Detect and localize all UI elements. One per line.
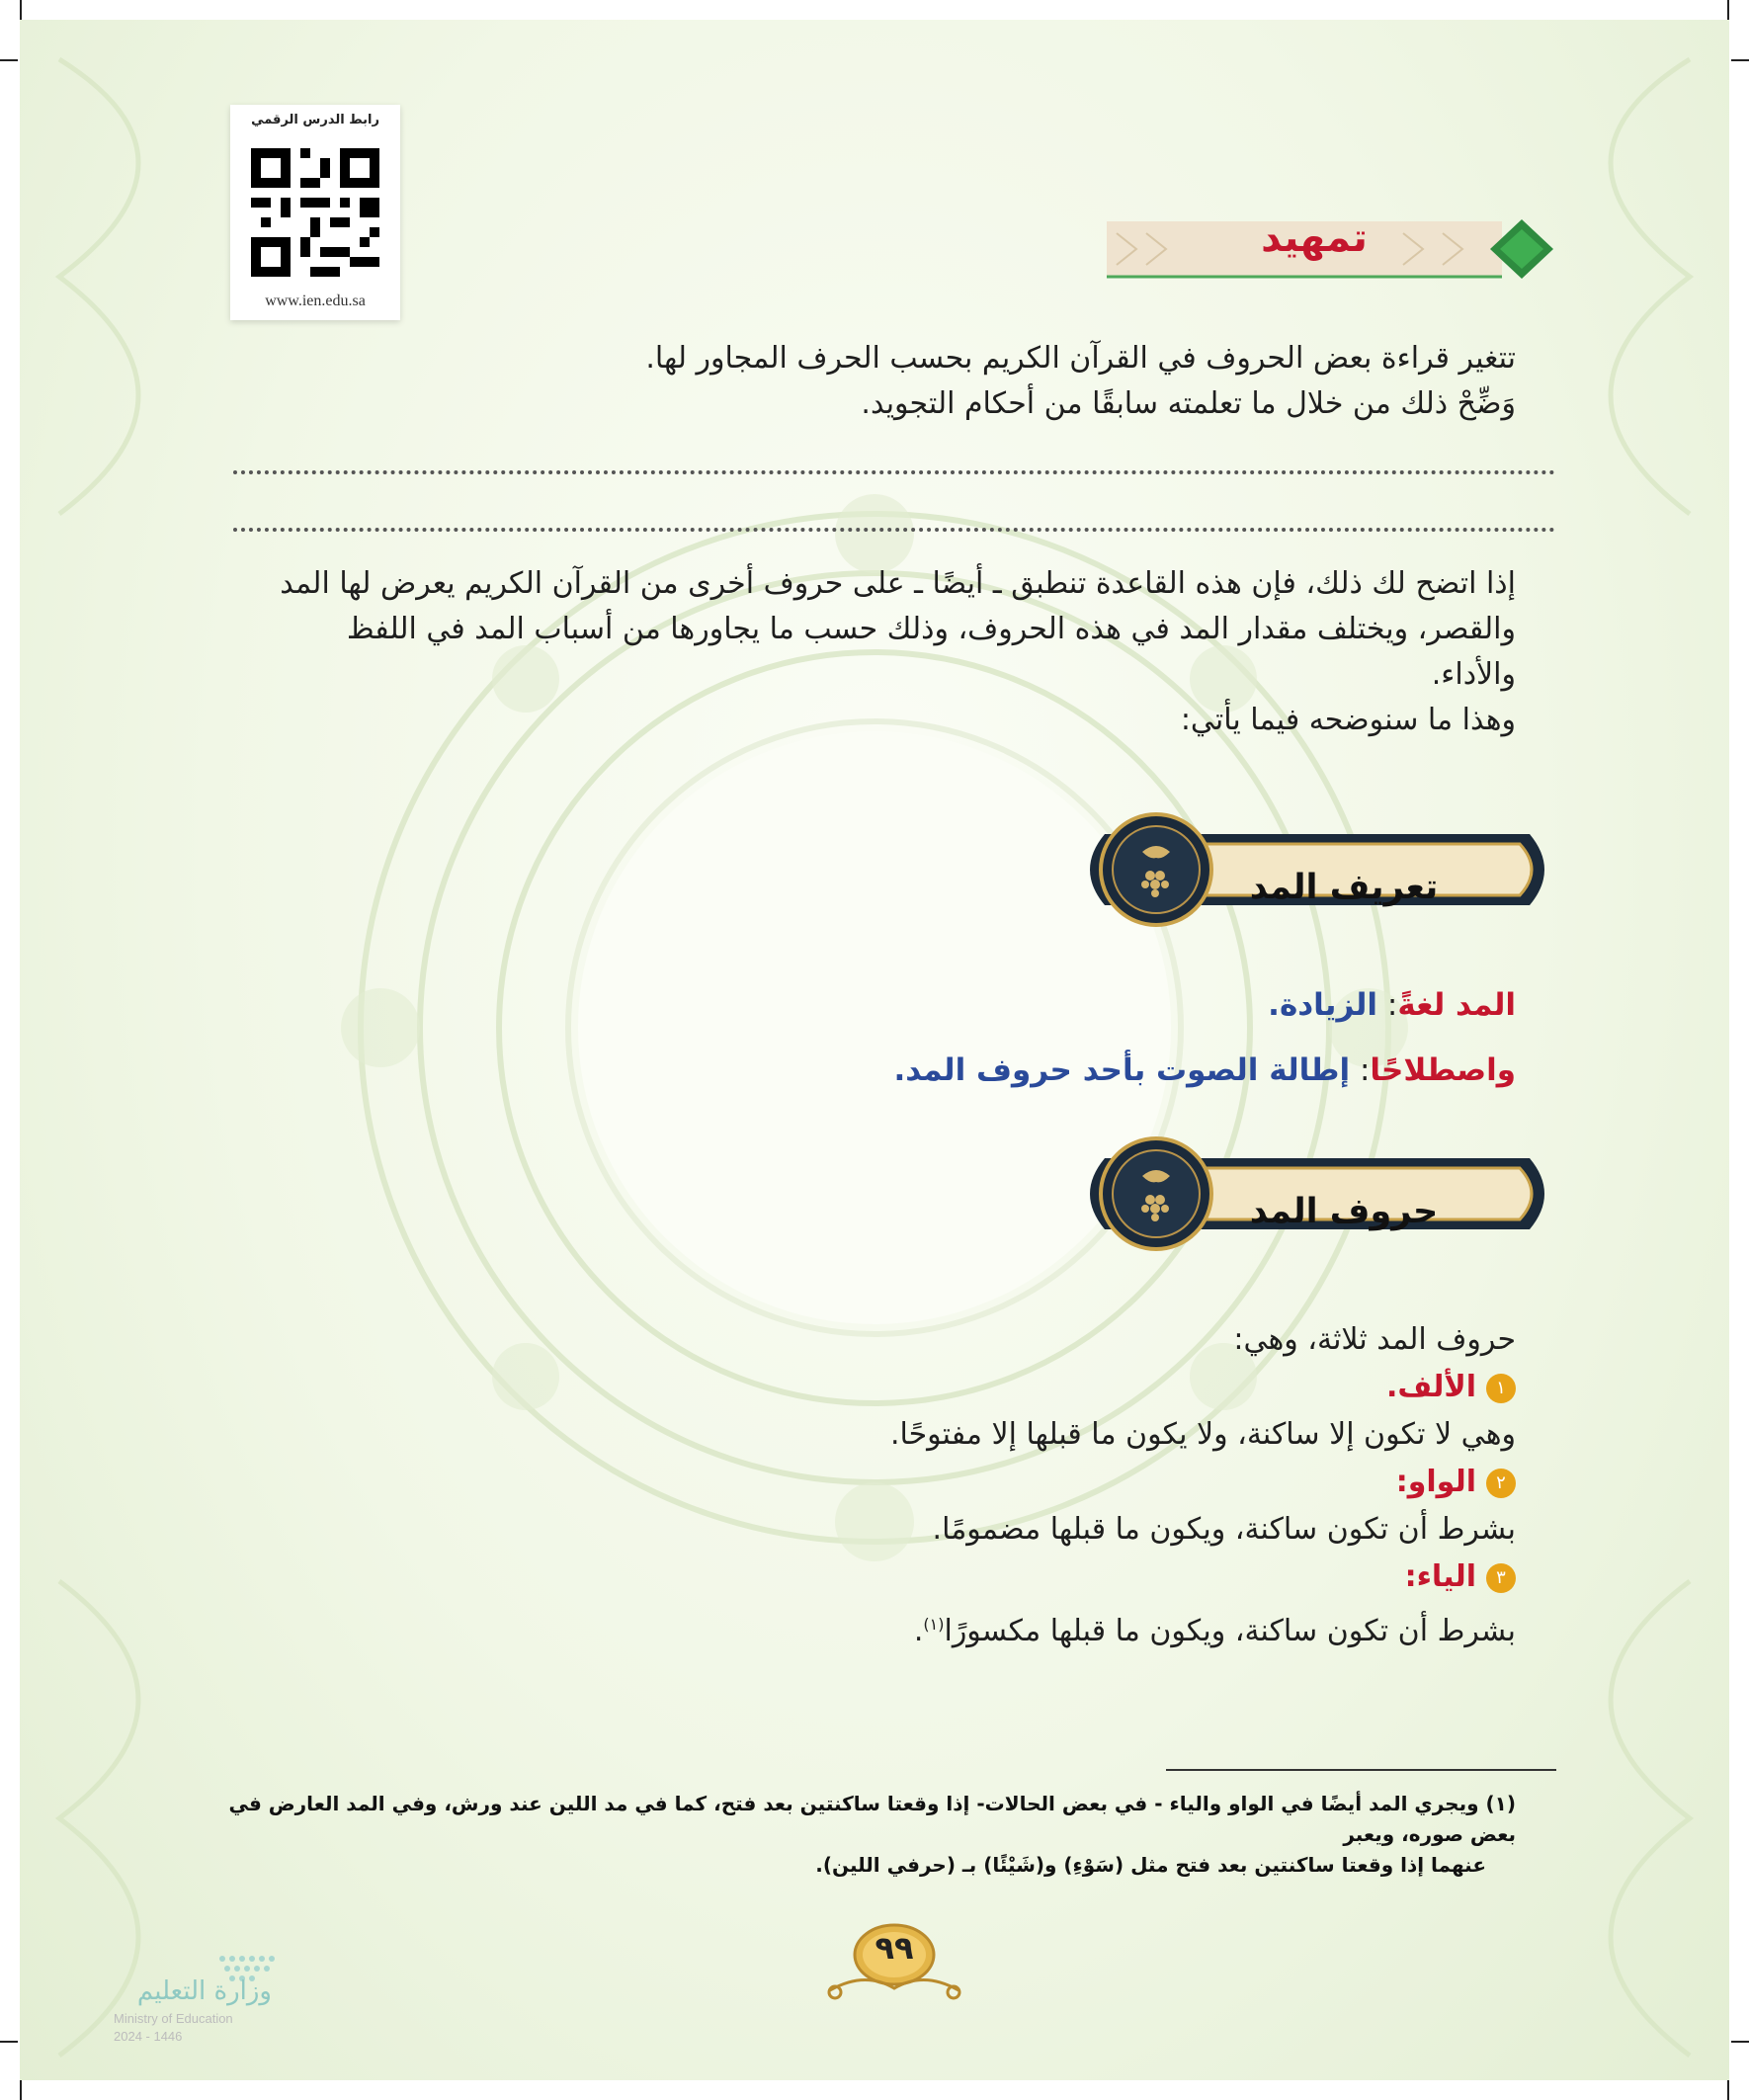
footnote-divider: [1166, 1769, 1556, 1771]
qr-code-icon[interactable]: [251, 148, 379, 277]
item-rule: بشرط أن تكون ساكنة، ويكون ما قبلها مضمومًا.: [932, 1512, 1516, 1547]
definition-technical: واصطلاحًا: إطالة الصوت بأحد حروف المد.: [893, 1052, 1516, 1088]
footnote-line-1: (١) ويجري المد أيضًا في الواو والياء - في بعض الحالات- إذا وقعتا ساكنتين بعد فتح، كما في مد اللين عند ورش، وفي المد العارض في بعض صوره، ويعبر: [228, 1792, 1516, 1846]
crop-mark: [0, 2041, 18, 2043]
footnote-line-2: عنهما إذا وقعتا ساكنتين بعد فتح مثل (سَوْءِ) و(شَيْئًا) بـ (حرفي اللين).: [815, 1853, 1486, 1877]
item-number-badge: ٢: [1486, 1469, 1516, 1498]
answer-line-2[interactable]: [233, 524, 1555, 532]
explanation-line-2: والقصر، ويختلف مقدار المد في هذه الحروف، وذلك حسب ما يجاورها من أسباب المد في اللفظ: [346, 612, 1516, 646]
intro-title: تمهيد: [1261, 215, 1368, 261]
ministry-year: 2024 - 1446: [114, 2029, 183, 2044]
intro-line-2: وَضِّحْ ذلك من خلال ما تعلمته سابقًا من أحكام التجويد.: [861, 386, 1516, 421]
crop-mark: [1727, 2080, 1729, 2100]
ministry-name-arabic: وزارة التعليم: [136, 1976, 272, 2006]
crop-mark: [1731, 2041, 1749, 2043]
footnote-ref[interactable]: (١): [923, 1615, 945, 1634]
definition-linguistic: المد لغةً: الزيادة.: [1268, 987, 1516, 1023]
textbook-page: [20, 20, 1729, 2080]
digital-lesson-qr-box[interactable]: [230, 105, 400, 320]
intro-line-1: تتغير قراءة بعض الحروف في القرآن الكريم بحسب الحرف المجاور لها.: [645, 341, 1516, 376]
page-number: ٩٩: [874, 1929, 914, 1967]
list-item: [192, 1554, 1516, 1601]
item-rule-text: بشرط أن تكون ساكنة، ويكون ما قبلها مكسورًا: [944, 1614, 1516, 1648]
letters-list: [192, 1316, 1516, 1655]
intro-paragraph: [192, 336, 1516, 427]
item-number-badge: ١: [1486, 1374, 1516, 1403]
crop-mark: [0, 59, 18, 61]
answer-line-1[interactable]: [233, 466, 1555, 474]
footnote: [192, 1789, 1516, 1881]
explanation-line-1: إذا اتضح لك ذلك، فإن هذه القاعدة تنطبق ـ أيضًا ـ على حروف أخرى من القرآن الكريم يعرض لها المد: [280, 566, 1516, 601]
technical-term: واصطلاحًا: [1370, 1052, 1516, 1088]
item-name: الواو:: [1395, 1465, 1476, 1499]
qr-url[interactable]: www.ien.edu.sa: [265, 293, 366, 309]
crop-mark: [1731, 59, 1749, 61]
crop-mark: [20, 2080, 22, 2100]
linguistic-value: الزيادة.: [1268, 987, 1377, 1023]
letters-section-title: حروف المد: [1249, 1192, 1439, 1231]
explanation-paragraph: [192, 561, 1516, 743]
letters-intro: حروف المد ثلاثة، وهي:: [1233, 1322, 1516, 1357]
explanation-line-4: وهذا ما سنوضحه فيما يأتي:: [1180, 703, 1516, 737]
item-rule: بشرط أن تكون ساكنة، ويكون ما قبلها مكسورًا$^{(١)}$.: [913, 1614, 1516, 1648]
qr-caption: رابط الدرس الرقمي: [251, 113, 379, 127]
linguistic-term: المد لغةً: [1397, 987, 1516, 1023]
list-item: [192, 1364, 1516, 1411]
definition-section-title: تعريف المد: [1249, 868, 1439, 907]
item-name: الألف.: [1385, 1370, 1476, 1404]
ministry-name-english: Ministry of Education: [114, 2011, 233, 2026]
explanation-line-3: والأداء.: [1431, 657, 1516, 692]
technical-value: إطالة الصوت بأحد حروف المد.: [893, 1052, 1351, 1088]
item-number-badge: ٣: [1486, 1563, 1516, 1593]
item-name: الياء:: [1404, 1559, 1476, 1594]
item-rule: وهي لا تكون إلا ساكنة، ولا يكون ما قبلها إلا مفتوحًا.: [889, 1417, 1516, 1452]
crop-mark: [1727, 0, 1729, 20]
list-item: [192, 1459, 1516, 1506]
crop-mark: [20, 0, 22, 20]
